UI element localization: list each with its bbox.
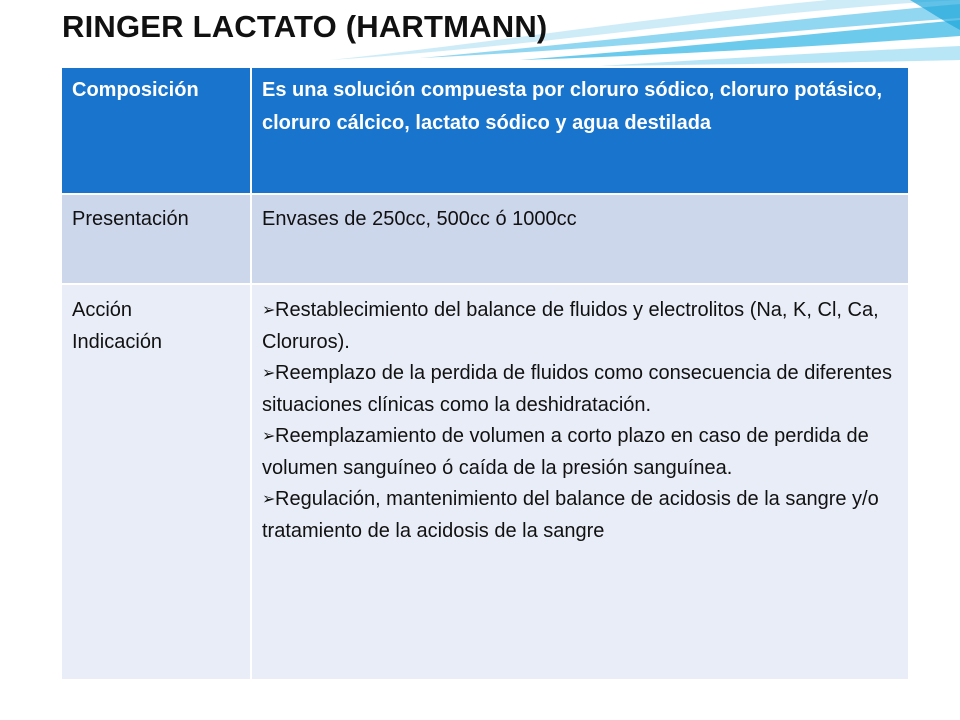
- label-line-indicacion: Indicación: [72, 330, 163, 353]
- list-item-text: Reemplazo de la perdida de fluidos como consecuencia de diferentes situaciones clínicas como la deshidratación.: [262, 362, 893, 416]
- row-label-composicion: Composición: [61, 67, 251, 194]
- list-item-text: Regulación, mantenimiento del balance de acidosis de la sangre y/o tratamiento de la acidosis de la sangre: [262, 488, 879, 542]
- table-row-composicion: [61, 67, 909, 194]
- arrow-right-icon: ➢: [262, 491, 276, 508]
- arrow-right-icon: ➢: [262, 428, 276, 445]
- indication-list: [262, 295, 898, 547]
- list-item: [262, 421, 898, 484]
- row-content-composicion: Es una solución compuesta por cloruro sódico, cloruro potásico, cloruro cálcico, lactato sódico y agua destilada: [251, 67, 909, 194]
- list-item: [262, 484, 898, 547]
- table-row-accion-indicacion: [61, 284, 909, 680]
- list-item: [262, 358, 898, 421]
- list-item-text: Restablecimiento del balance de fluidos y electrolitos (Na, K, Cl, Ca, Cloruros).: [262, 299, 879, 353]
- label-line-accion: Acción: [72, 299, 133, 321]
- row-label-accion-indicacion: [61, 284, 251, 680]
- row-content-accion-indicacion: [251, 284, 909, 680]
- slide-title: RINGER LACTATO (HARTMANN): [62, 9, 548, 44]
- arrow-right-icon: ➢: [262, 365, 276, 382]
- list-item-text: Reemplazamiento de volumen a corto plazo en caso de perdida de volumen sanguíneo ó caída de la presión sanguínea.: [262, 425, 869, 479]
- row-content-presentacion: Envases de 250cc, 500cc ó 1000cc: [251, 194, 909, 284]
- arrow-right-icon: ➢: [262, 302, 276, 319]
- table-row-presentacion: [61, 194, 909, 284]
- list-item: [262, 295, 898, 358]
- row-label-presentacion: Presentación: [61, 194, 251, 284]
- info-table: [60, 66, 910, 681]
